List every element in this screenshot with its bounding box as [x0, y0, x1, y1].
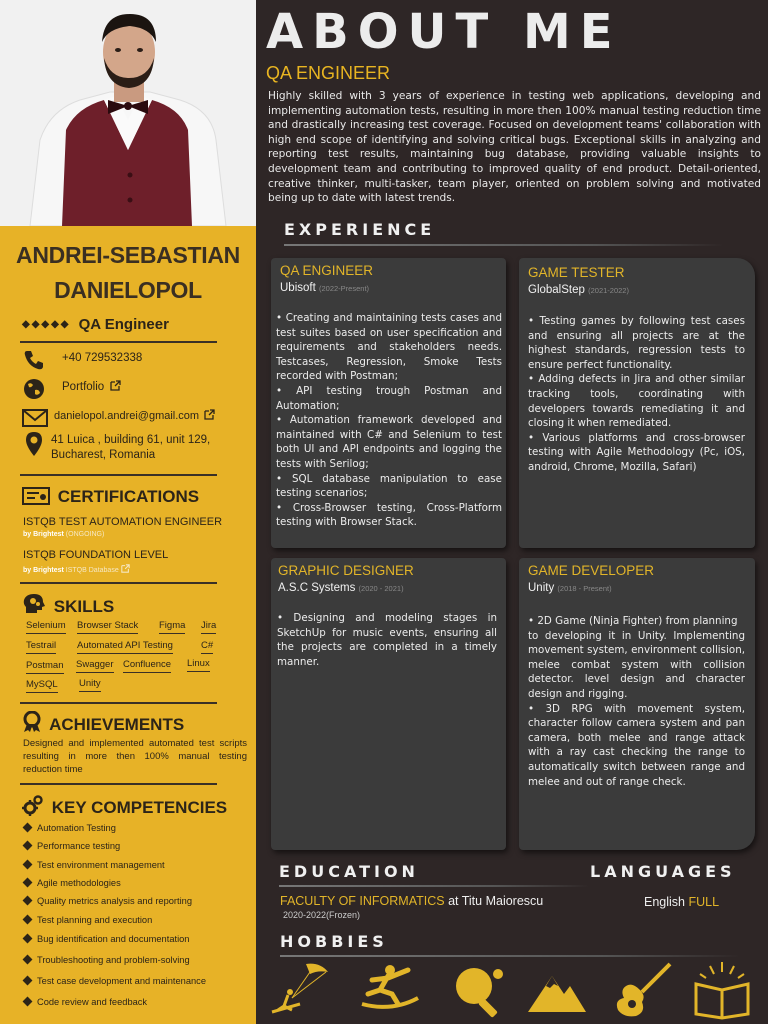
portfolio-link[interactable]: [62, 380, 121, 395]
experience-heading: EXPERIENCE: [284, 220, 436, 239]
competencies-title: KEY COMPETENCIES: [51, 798, 228, 817]
name-line-1: ANDREI-SEBASTIAN: [16, 242, 240, 268]
skill-tag: Testrail: [26, 640, 56, 654]
cert-status: (ONGOING): [65, 531, 105, 538]
email-link[interactable]: [54, 409, 215, 424]
mountains-icon: [526, 960, 588, 1020]
education-period: 2020-2022(Frozen): [283, 910, 361, 920]
competency-item: Performance testing: [24, 841, 120, 851]
experience-card: [519, 558, 755, 850]
skill-tag: MySQL: [26, 679, 58, 693]
table-tennis-icon: [450, 960, 508, 1020]
role-heading: [22, 316, 216, 333]
competency-item: Test environment management: [24, 860, 165, 870]
phone-number: +40 729532338: [62, 352, 143, 364]
job-description: • Creating and maintaining tests cases and test suites based on user specification and requirements and stakeholders needs. Testcases, Regression, Smoke Tests recorded with Postman; • API testing trough Postman and Automation; • Automation framework developed and maintained with C# and Selenium to test both UI and API endpoints and logging the tests with Serilog; • SQL database manipulation to ease testing scenarios; • Cross-Browser testing, Cross-Platform testing with Browser Stack.: [276, 312, 502, 529]
competency-item: Bug identification and documentation: [24, 934, 189, 944]
skill-tag: Unity: [79, 678, 101, 692]
cert-by: by Brightest: [23, 531, 64, 538]
kitesurf-icon: [270, 960, 330, 1020]
certificate-icon: [22, 487, 50, 505]
job-company: A.S.C Systems (2020 - 2021): [278, 582, 404, 594]
job-title: QA ENGINEER: [280, 263, 374, 278]
skill-tag: Swagger: [76, 659, 114, 673]
globe-icon: [22, 378, 46, 400]
cert-by: by Brightest: [23, 567, 64, 574]
languages-heading: LANGUAGES: [590, 862, 736, 881]
email-address: danielopol.andrei@gmail.com: [54, 410, 200, 422]
name-line-2: DANIELOPOL: [54, 277, 202, 303]
skill-tag: Linux: [187, 658, 210, 672]
education-entry: [280, 894, 543, 908]
divider: [20, 341, 217, 343]
job-title: GRAPHIC DESIGNER: [278, 563, 414, 578]
head-gears-icon: [22, 593, 46, 615]
competencies-heading: [22, 794, 227, 818]
divider: [20, 702, 217, 704]
portfolio-label: Portfolio: [62, 381, 105, 393]
competency-item: Test case development and maintenance: [24, 976, 206, 986]
faculty-name: FACULTY OF INFORMATICS: [280, 894, 445, 908]
profile-photo: [0, 0, 256, 226]
certifications-heading: [22, 487, 199, 507]
book-icon: [692, 960, 752, 1020]
gears-icon: [22, 794, 44, 816]
divider: [279, 885, 589, 887]
role-text: QA Engineer: [78, 316, 169, 333]
achievements-heading: [22, 711, 184, 735]
guitar-icon: [612, 960, 674, 1020]
skill-tag: Jira: [201, 620, 216, 634]
job-description: • Designing and modeling stages in SketchUp for music events, ensuring all the projects are completed in a timely manner.: [277, 612, 497, 668]
external-link-icon: [121, 564, 130, 573]
skill-tag: Selenium: [26, 620, 66, 634]
address-line-2: Bucharest, Romania: [51, 449, 156, 461]
envelope-icon: [22, 407, 48, 429]
address-text: [51, 433, 210, 463]
cert-issuer[interactable]: [23, 564, 130, 574]
job-title: GAME DEVELOPER: [528, 563, 655, 578]
achievements-title: ACHIEVEMENTS: [49, 715, 185, 734]
competency-item: Agile methodologies: [24, 878, 121, 888]
language-level: FULL: [688, 895, 720, 909]
competency-item: Test planning and execution: [24, 915, 152, 925]
hobbies-heading: HOBBIES: [280, 932, 388, 951]
divider: [20, 582, 217, 584]
job-company: Ubisoft (2022-Present): [280, 282, 370, 294]
skill-tag: C#: [201, 640, 213, 654]
external-link-icon: [204, 409, 215, 420]
full-name: [0, 240, 256, 306]
address-line-1: 41 Luica , building 61, unit 129,: [51, 434, 211, 446]
divider: [20, 474, 217, 476]
skill-tag: Confluence: [123, 659, 171, 673]
location-pin-icon: [22, 431, 46, 457]
competency-item: Quality metrics analysis and reporting: [24, 896, 192, 906]
education-heading: EDUCATION: [279, 862, 419, 881]
skill-tag: Figma: [159, 620, 185, 634]
cert-database-link[interactable]: ISTQB Database: [65, 567, 119, 574]
job-title: GAME TESTER: [528, 265, 625, 280]
competency-item: Code review and feedback: [24, 997, 147, 1007]
phone-icon: [22, 349, 46, 371]
about-summary: Highly skilled with 3 years of experience in testing web applications, developing and implementing automation tests, resulting in more then 100% manual testing reduction time and drastically increasing test coverage. Focused on development teams' collaboration with high end scope of identifying and solving critical bugs. Exceptional skills in analyzing and reporting test results, maintaining bug database, providing valuable insights to development team and contributing to improved quality of end product. Detail-oriented, creative thinker, multi-tasker, team player, oriented on problem solving and motivated being up to date with latest trends.: [268, 90, 761, 205]
job-description: • 2D Game (Ninja Fighter) from planning to developing it in Unity. Implementing movement system, environment collision, melee combat system with collision detector. level design and character design and rigging. • 3D RPG with movement system, character follow camera system and pan camera, both melee and range attack with a ray cast checking the range to automatically switch between range and melee and out of range check.: [528, 615, 745, 788]
school-name: at Titu Maiorescu: [444, 894, 544, 908]
experience-card: [271, 258, 506, 548]
experience-card: [519, 258, 755, 548]
skill-tag: Automated API Testing: [77, 640, 173, 654]
skills-title: SKILLS: [53, 597, 115, 616]
divider: [280, 955, 740, 957]
skill-tag: Postman: [26, 660, 64, 674]
achievement-text: Designed and implemented automated test scripts resulting in more then 100% manual testing reduction time: [23, 738, 247, 775]
external-link-icon: [110, 380, 121, 391]
job-period: (2022-Present): [319, 284, 370, 293]
skill-tag: Browser Stack: [77, 620, 138, 634]
language-entry: [644, 895, 719, 909]
job-description: • Testing games by following test cases and ensuring all projects are at the highest standards, regression tests to ensure perfect functionality. • Adding defects in Jira and other similar tracking tools, coordinating with developers towards remediating it and closing it when remediated. • Various platforms and cross-browser testing with Agile Methodology (Pc, iOS, android, Chrome, Mozilla, Safari): [528, 315, 745, 473]
portrait-image: [0, 0, 256, 226]
skills-heading: [22, 593, 114, 617]
divider: [20, 783, 217, 785]
cert-name: ISTQB TEST AUTOMATION ENGINEER: [23, 516, 223, 528]
job-company: Unity (2018 - Present): [528, 582, 612, 594]
job-period: (2018 - Present): [557, 584, 612, 593]
competency-item: Troubleshooting and problem-solving: [24, 955, 190, 965]
job-period: (2020 - 2021): [358, 584, 404, 593]
cert-name: ISTQB FOUNDATION LEVEL: [23, 549, 169, 561]
job-period: (2021-2022): [588, 286, 629, 295]
divider: [284, 244, 724, 246]
experience-card: [271, 558, 506, 850]
certifications-title: CERTIFICATIONS: [57, 487, 200, 506]
competency-item: Automation Testing: [24, 823, 116, 833]
cert-issuer: [23, 531, 104, 538]
role-dots: ◆◆◆◆◆: [22, 319, 71, 330]
job-title: QA ENGINEER: [266, 63, 391, 83]
snowboard-icon: [352, 960, 428, 1020]
award-ribbon-icon: [22, 711, 42, 733]
left-sidebar: [0, 0, 256, 1024]
about-heading: ABOUT ME: [266, 4, 622, 60]
job-company: GlobalStep (2021-2022): [528, 284, 629, 296]
language-name: English: [644, 895, 685, 909]
